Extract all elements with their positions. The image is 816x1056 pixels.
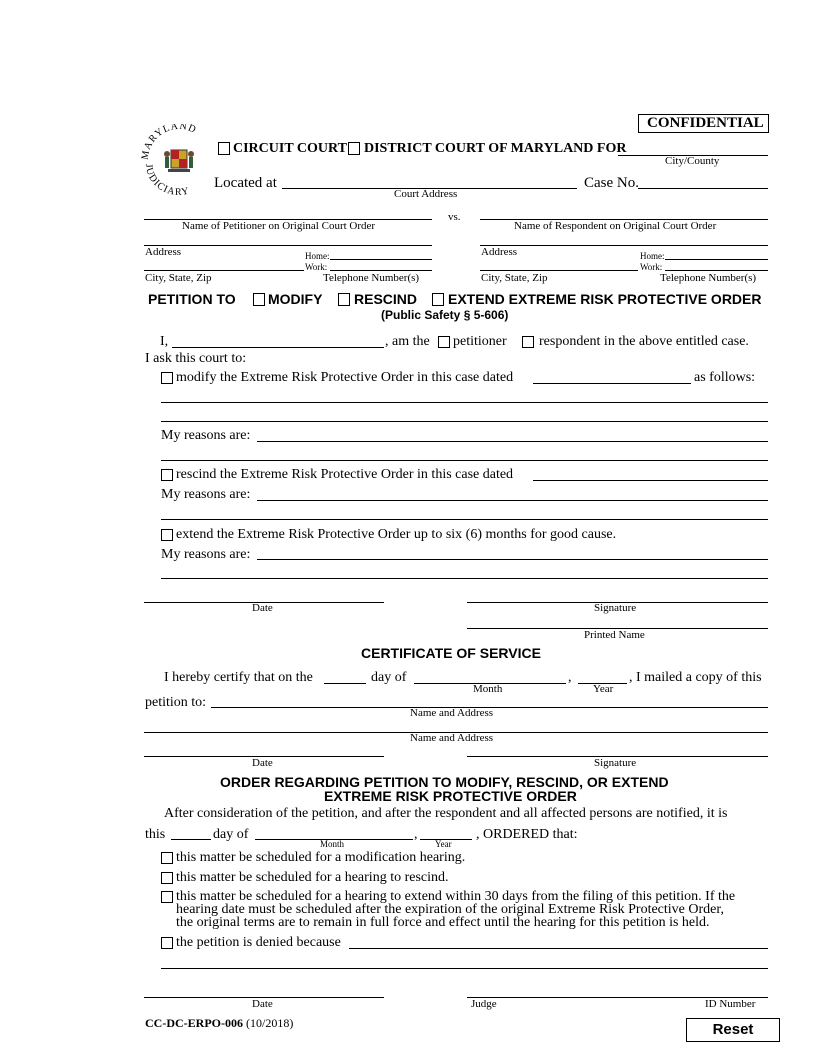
maryland-judiciary-seal <box>140 124 218 196</box>
certify-comma: , <box>568 670 572 685</box>
petitioner-home-label: Home: <box>305 251 330 261</box>
as-follows-label: as follows: <box>694 370 756 385</box>
extend-reasons-label: My reasons are: <box>161 547 251 562</box>
order-title-line-1: ORDER REGARDING PETITION TO MODIFY, RESCIND, OR EXTEND <box>220 774 669 790</box>
order-option-2-checkbox[interactable] <box>161 872 173 884</box>
certify-label: I hereby certify that on the <box>164 670 313 685</box>
order-day-field[interactable] <box>171 839 211 840</box>
respondent-name-caption: Name of Respondent on Original Court Order <box>514 220 717 232</box>
petition-signature-caption: Signature <box>594 602 637 614</box>
order-this-label: this <box>145 827 166 842</box>
extend-option-label: extend the Extreme Risk Protective Order up to six (6) months for good cause. <box>176 527 617 542</box>
order-after-text: After consideration of the petition, and after the respondent and all affected persons are notified, it is <box>164 806 728 821</box>
extend-reasons-line-1[interactable] <box>257 559 768 560</box>
petition-to-label: PETITION TO <box>148 291 236 307</box>
form-id-wrap <box>145 1016 293 1030</box>
petition-to-recipient-label: petition to: <box>145 695 207 710</box>
petitioner-city-field[interactable] <box>144 270 304 271</box>
modify-date-field[interactable] <box>533 383 691 384</box>
denied-reason-line-1[interactable] <box>349 948 768 949</box>
respondent-address-field[interactable] <box>480 245 768 246</box>
respondent-work-label: Work: <box>640 262 663 272</box>
recipient-2-caption: Name and Address <box>410 732 494 744</box>
id-number-caption: ID Number <box>705 998 756 1010</box>
order-option-4-label: the petition is denied because <box>176 935 341 950</box>
located-at-label: Located at <box>214 175 277 191</box>
petitioner-home-phone-field[interactable] <box>330 259 432 260</box>
rescind-option-label: rescind the Extreme Risk Protective Order in this case dated <box>176 467 514 482</box>
modify-reasons-line-2[interactable] <box>161 460 768 461</box>
extend-reasons-line-2[interactable] <box>161 578 768 579</box>
petitioner-name-caption: Name of Petitioner on Original Court Order <box>182 220 376 232</box>
district-court-checkbox[interactable] <box>348 142 360 155</box>
order-option-1-checkbox[interactable] <box>161 852 173 864</box>
modify-reasons-label: My reasons are: <box>161 428 251 443</box>
certify-month-caption: Month <box>473 683 503 695</box>
seal-text-top: MARYLAND <box>140 124 199 161</box>
respondent-telephone-caption: Telephone Number(s) <box>660 272 757 284</box>
form-date: (10/2018) <box>246 1016 294 1030</box>
order-option-3-line-3: the original terms are to remain in full force and effect until the hearing for this petition is held. <box>176 915 710 930</box>
rescind-option-checkbox[interactable] <box>161 469 173 481</box>
order-option-4-checkbox[interactable] <box>161 937 173 949</box>
extend-option-checkbox[interactable] <box>161 529 173 541</box>
modify-option-checkbox[interactable] <box>161 372 173 384</box>
petitioner-work-label: Work: <box>305 262 328 272</box>
rescind-date-field[interactable] <box>533 480 768 481</box>
rescind-label: RESCIND <box>354 291 418 307</box>
i-label: I, <box>160 334 169 349</box>
circuit-court-label: CIRCUIT COURT <box>233 141 347 156</box>
modify-checkbox[interactable] <box>253 293 265 306</box>
statute-label: (Public Safety § 5-606) <box>381 308 509 322</box>
respondent-city-field[interactable] <box>480 270 638 271</box>
modify-option-label: modify the Extreme Risk Protective Order in this case dated <box>176 370 514 385</box>
modify-details-line-2[interactable] <box>161 421 768 422</box>
order-month-caption: Month <box>320 839 345 849</box>
case-no-label: Case No. <box>584 175 639 191</box>
circuit-court-checkbox[interactable] <box>218 142 230 155</box>
rescind-reasons-line-1[interactable] <box>257 500 768 501</box>
district-court-label: DISTRICT COURT OF MARYLAND FOR <box>364 141 627 156</box>
respondent-city-caption: City, State, Zip <box>481 272 548 284</box>
ordered-label: , ORDERED that: <box>476 827 578 842</box>
ask-court-label: I ask this court to: <box>145 351 247 366</box>
respondent-work-phone-field[interactable] <box>665 270 768 271</box>
respondent-address-caption: Address <box>481 246 518 258</box>
petitioner-address-caption: Address <box>145 246 182 258</box>
am-the-label: , am the <box>385 334 430 349</box>
am-petitioner-checkbox[interactable] <box>438 336 450 348</box>
modify-reasons-line-1[interactable] <box>257 441 768 442</box>
city-county-caption: City/County <box>665 155 720 167</box>
order-comma: , <box>414 827 418 842</box>
petitioner-city-caption: City, State, Zip <box>145 272 212 284</box>
certify-mailed-label: , I mailed a copy of this <box>629 670 762 685</box>
respondent-home-label: Home: <box>640 251 665 261</box>
order-day-of-label: day of <box>213 827 249 842</box>
order-option-1-label: this matter be scheduled for a modification hearing. <box>176 850 466 865</box>
respondent-label: respondent in the above entitled case. <box>539 334 749 349</box>
confidential-label: CONFIDENTIAL <box>647 115 764 131</box>
reset-button[interactable] <box>686 1018 780 1042</box>
rescind-checkbox[interactable] <box>338 293 350 306</box>
petitioner-label: petitioner <box>453 334 507 349</box>
reset-button-label: Reset <box>712 1021 754 1038</box>
modify-details-line-1[interactable] <box>161 402 768 403</box>
am-respondent-checkbox[interactable] <box>522 336 534 348</box>
extend-checkbox[interactable] <box>432 293 444 306</box>
order-option-2-label: this matter be scheduled for a hearing to rescind. <box>176 870 449 885</box>
court-address-caption: Court Address <box>394 188 458 200</box>
certify-year-caption: Year <box>593 683 614 695</box>
petitioner-self-name-field[interactable] <box>172 347 384 348</box>
petitioner-telephone-caption: Telephone Number(s) <box>323 272 420 284</box>
denied-reason-line-2[interactable] <box>161 968 768 969</box>
order-title-line-2: EXTREME RISK PROTECTIVE ORDER <box>324 788 577 804</box>
certify-day-of-label: day of <box>371 670 407 685</box>
order-option-3-checkbox[interactable] <box>161 891 173 903</box>
extend-label: EXTEND EXTREME RISK PROTECTIVE ORDER <box>448 291 762 307</box>
certificate-date-caption: Date <box>252 757 273 769</box>
judge-caption: Judge <box>471 998 497 1010</box>
petition-date-caption: Date <box>252 602 273 614</box>
case-no-field[interactable] <box>638 188 768 189</box>
modify-label: MODIFY <box>268 291 323 307</box>
order-option-3-line-1: this matter be scheduled for a hearing to extend within 30 days from the filing of this petition. If the <box>176 889 736 904</box>
respondent-home-phone-field[interactable] <box>665 259 768 260</box>
seal-text-bottom: JUDICIARY <box>142 163 191 196</box>
vs-label: vs. <box>448 211 461 223</box>
form-id: CC-DC-ERPO-006 <box>145 1016 243 1030</box>
order-year-caption: Year <box>435 839 452 849</box>
certify-day-field[interactable] <box>324 683 366 684</box>
certificate-signature-caption: Signature <box>594 757 637 769</box>
rescind-reasons-line-2[interactable] <box>161 519 768 520</box>
petitioner-work-phone-field[interactable] <box>330 270 432 271</box>
printed-name-caption: Printed Name <box>584 629 645 641</box>
certificate-title: CERTIFICATE OF SERVICE <box>361 645 541 661</box>
rescind-reasons-label: My reasons are: <box>161 487 251 502</box>
recipient-1-caption: Name and Address <box>410 707 494 719</box>
order-date-caption: Date <box>252 998 273 1010</box>
order-option-3-line-2: hearing date must be scheduled after the expiration of the original Extreme Risk Protective Order, <box>176 902 724 917</box>
petitioner-address-field[interactable] <box>144 245 432 246</box>
